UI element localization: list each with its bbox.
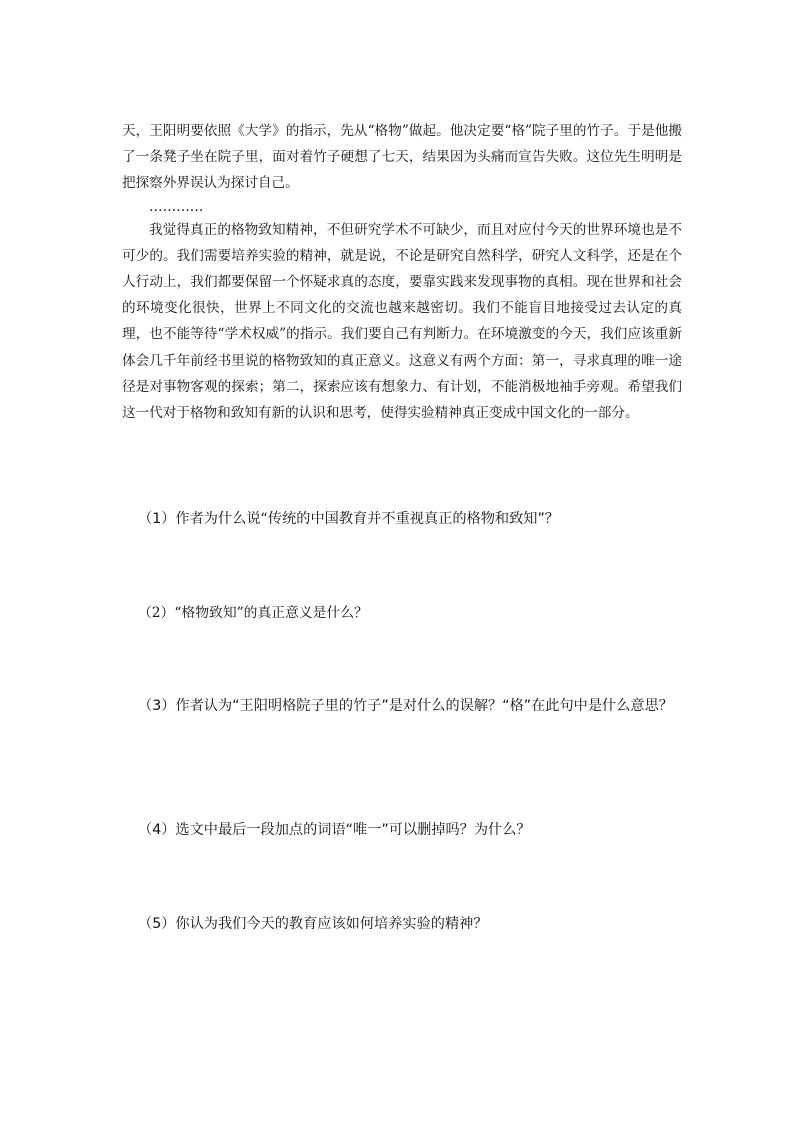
question-5: （5）你认为我们今天的教育应该如何培养实验的精神？ <box>138 916 488 932</box>
passage-paragraph-2: 我觉得真正的格物致知精神，不但研究学术不可缺少，而且对应付今天的世界环境也是不可少的。我们需要培养实验的精神，就是说，不论是研究自然科学，研究人文科学，还是在个人行动上，我们都要保留一个怀疑求真的态度，要靠实践来发现事物的真相。现在世界和社会的环境变化很快，世界上不同文化的交流也越来越密切。我们不能盲目地接受过去认定的真理，也不能等待“学术权威”的指示。我们要自己有判断力。在环境激变的今天，我们应该重新体会几千年前经书里说的格物致知的真正意义。这意义有两个方面：第一，寻求真理的唯一途径是对事物客观的探索；第二，探索应该有想象力、有计划，不能消极地袖手旁观。希望我们这一代对于格物和致知有新的认识和思考，使得实验精神真正变成中国文化的一部分。 <box>122 221 682 422</box>
question-1: （1）作者为什么说“传统的中国教育并不重视真正的格物和致知”？ <box>138 511 559 527</box>
reading-passage <box>122 118 682 426</box>
passage-paragraph-1: 天，王阳明要依照《大学》的指示，先从“格物”做起。他决定要“格”院子里的竹子。于是他搬了一条凳子坐在院子里，面对着竹子硬想了七天，结果因为头痛而宣告失败。这位先生明明是把探察外界误认为探讨自己。 <box>122 123 682 192</box>
question-4: （4）选文中最后一段加点的词语“唯一”可以删掉吗？为什么？ <box>138 822 531 838</box>
passage-ellipsis: ………… <box>149 198 204 215</box>
question-2: （2）“格物致知”的真正意义是什么？ <box>138 605 368 621</box>
question-3: （3）作者认为“王阳明格院子里的竹子”是对什么的误解？“格”在此句中是什么意思？ <box>138 698 673 714</box>
